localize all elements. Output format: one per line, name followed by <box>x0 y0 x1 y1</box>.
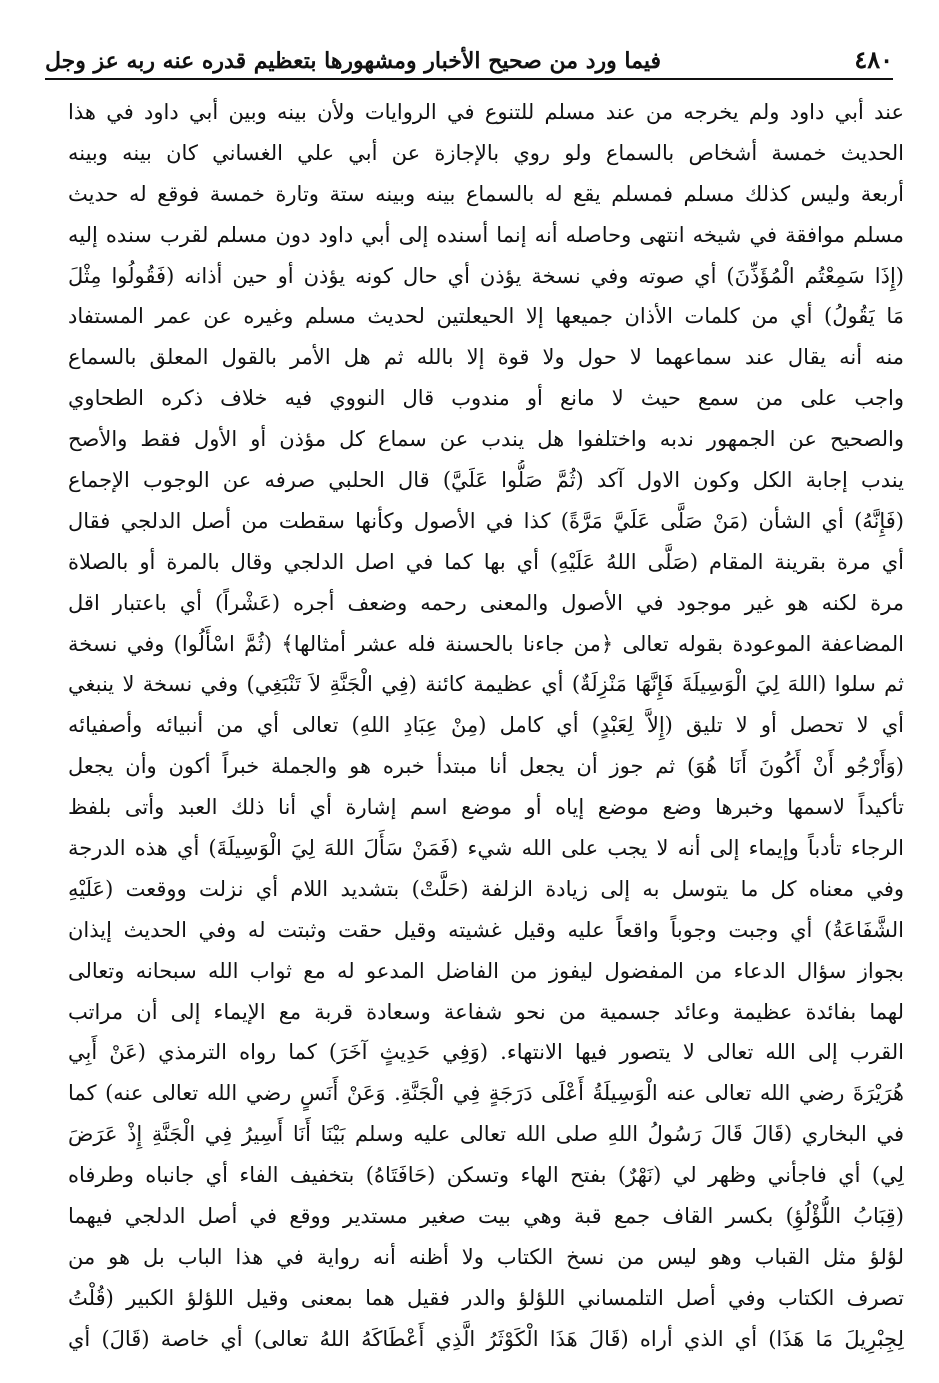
text-line: (قِبَابُ اللُّؤْلُؤِ) بكسر القاف جمع قبة وهي بيت صغير مستدير ووقع في أصل الدلجي فيهما <box>68 1204 904 1229</box>
text-line: (إِذَا سَمِعْتُم الْمُؤَذِّنَ) أي صوته وفي نسخة يؤذن أي حال كونه يؤذن أو حين أذانه (فَقُولُوا مِثْلَ <box>68 263 904 288</box>
text-line: أي لا تحصل أو لا تليق (إِلاَّ لِعَبْدٍ) أي كامل (مِنْ عِبَادِ اللهِ) تعالى أي من أنبيائه وأصفيائه <box>68 713 904 738</box>
text-line: واجب على من سمع حيث لا مانع أو مندوب قال النووي فيه خلاف ذكره الطحاوي <box>68 386 904 411</box>
text-line: القرب إلى الله تعالى لا يتصور فيها الانتهاء. (وَفِي حَدِيثٍ آخَرَ) كما رواه الترمذي (عَنْ أَبِي <box>68 1040 904 1065</box>
text-line: أربعة وليس كذلك مسلم فمسلم يقع له بالسماع بينه وبينه ستة وتارة خمسة فوقع له حديث <box>68 181 904 206</box>
text-line: مرة لكنه هو غير موجود في الأصول والمعنى رحمه وضعف أجره (عَشْراً) أي باعتبار اقل <box>68 590 904 615</box>
header-rule <box>45 78 893 80</box>
text-line: يندب إجابة الكل وكون الاول آكد (ثُمَّ صَلُّوا عَلَيَّ) قال الحلبي صرفه عن الوجوب الإجماع <box>68 468 904 493</box>
page-header <box>45 28 893 72</box>
text-line: مسلم موافقة في شيخه انتهى وحاصله أنه إنما أسنده إلى أبي داود دون مسلم لقرب سنده إليه <box>68 222 904 247</box>
text-line: لِي) أي فاجأني وظهر لي (نَهْرٌ) بفتح الهاء وتسكن (حَافَتَاهُ) بتخفيف الفاء أي جانباه وطرفاه <box>68 1163 904 1188</box>
text-line: (وَأَرْجُو أَنْ أَكُونَ أَنَا هُوَ) ثم جوز أن يجعل أنا مبتدأ خبره هو والجملة خبراً أكون وأن يجعل <box>68 754 904 779</box>
body-text <box>68 92 904 1360</box>
text-line: (فَإِنَّهُ) أي الشأن (مَنْ صَلَّى عَلَيَّ مَرَّةً) كذا في الأصول وكأنها سقطت من أصل الدلجي فقال <box>68 508 904 533</box>
running-title: فيما ورد من صحيح الأخبار ومشهورها بتعظيم قدره عنه ربه عز وجل <box>45 48 661 74</box>
text-line: ثم سلوا (اللهَ لِيَ الْوَسِيلَةَ فَإِنَّهَا مَنْزِلَةٌ) أي عظيمة كائنة (فِي الْجَنَّةِ لاَ تَنْبَغِي) وفي نسخة لا ينبغي <box>68 672 904 697</box>
text-line: لؤلؤ مثل القباب وهو ليس من نسخ الكتاب ولا أظنه أنه رواية في هذا الباب بل هو من <box>68 1244 904 1269</box>
text-line: عند أبي داود ولم يخرجه من عند مسلم للتنوع في الروايات ولأن بينه وبين أبي داود في هذا <box>68 100 904 124</box>
text-line: منه أنه يقال عند سماعهما لا حول ولا قوة إلا بالله ثم هل الأمر بالقول المعلق بالسماع <box>68 345 904 370</box>
text-line: أي مرة بقرينة المقام (صَلَّى اللهُ عَلَيْهِ) أي بها كما في اصل الدلجي وقال بالمرة أو بالصلاة <box>68 549 904 574</box>
text-line: المضاعفة الموعودة بقوله تعالى ﴿من جاءنا بالحسنة فله عشر أمثالها﴾ (ثُمَّ اسْأَلُوا) وفي نسخة <box>68 631 904 656</box>
text-line: الشَّفَاعَةُ) أي وجبت وجوباً واقعاً عليه وقيل غشيته وقيل حقت وثبتت له وفي الحديث إيذان <box>68 917 904 942</box>
text-line: لهما بفائدة عظيمة وعائد جسمية من نحو شفاعة وسعادة قربة مع الإيماء إلى أن مراتب <box>68 999 904 1024</box>
text-line: والصحيح عن الجمهور ندبه واختلفوا هل يندب عن سماع كل مؤذن أو الأول فقط والأصح <box>68 427 904 452</box>
page-number: ٤٨٠ <box>854 45 893 74</box>
text-line: الرجاء تأدباً وإيماء إلى أنه لا يجب على الله شيء (فَمَنْ سَأَلَ اللهَ لِيَ الْوَسِيلَةَ) أي هذه الدرجة <box>68 836 904 861</box>
text-line: بجواز سؤال الدعاء من المفضول ليفوز من الفاضل المدعو له مع ثواب الله سبحانه وتعالى <box>68 958 904 983</box>
text-line: تصرف الكتاب وفي أصل التلمساني اللؤلؤ والدر فقيل هما بمعنى وقيل اللؤلؤ الكبير (قُلْتُ <box>68 1285 904 1310</box>
text-line: تأكيداً لاسمها وخبرها وضع موضع إياه أو موضع اسم إشارة أي أنا ذلك العبد وأتى بلفظ <box>68 795 904 820</box>
text-line: هُرَيْرَةَ رضي الله تعالى عنه الْوَسِيلَةُ أَعْلَى دَرَجَةٍ فِي الْجَنَّةِ. وَعَنْ أَنَسٍ رضي الله تعالى عنه) كما <box>68 1081 904 1106</box>
text-line: لِجِبْرِيلَ مَا هَذَا) أي الذي أراه (قَالَ هَذَا الْكَوْثَرُ الَّذِي أَعْطَاكَهُ اللهُ تعالى) أي خاصة (قَالَ) أي <box>68 1326 904 1351</box>
text-line: مَا يَقُولُ) أي من كلمات الأذان جميعها إلا الحيعلتين لحديث مسلم وغيره عن عمر المستفاد <box>68 304 904 329</box>
text-line: الحديث خمسة أشخاص بالسماع ولو روي بالإجازة عن أبي علي الغساني كان بينه وبينه <box>68 140 904 165</box>
text-line: في البخاري (قَالَ قَالَ رَسُولُ اللهِ صلى الله تعالى عليه وسلم بَيْنَا أَنَا أَسِيرُ فِي الْجَنَّةِ إِذْ عَرَضَ <box>68 1122 904 1147</box>
text-line: وفي معناه كل ما يتوسل به إلى زيادة الزلفة (حَلَّتْ) بتشديد اللام أي نزلت ووقعت (عَلَيْهِ <box>68 876 904 901</box>
